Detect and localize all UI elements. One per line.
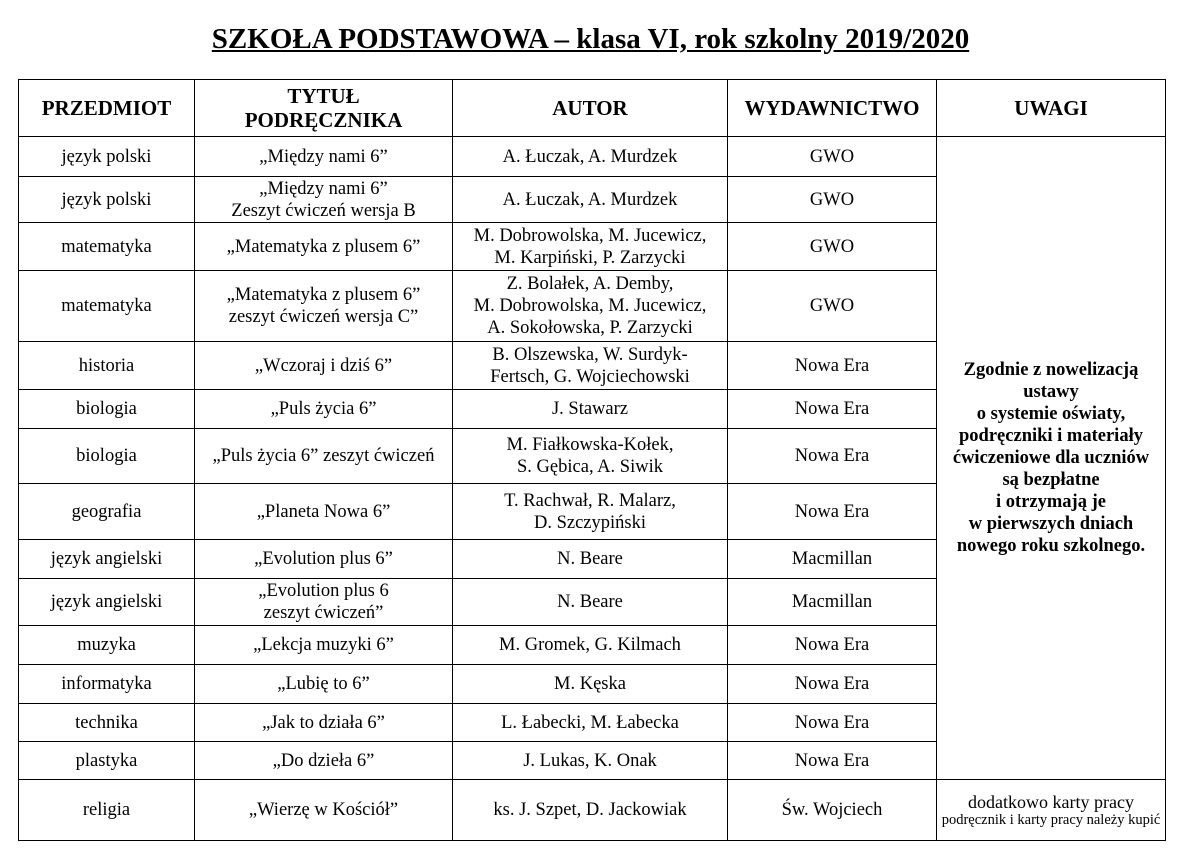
cell-wydawnictwo: Nowa Era: [728, 704, 937, 742]
cell-autor: A. Łuczak, A. Murdzek: [453, 177, 728, 223]
cell-tytul: „Lekcja muzyki 6”: [195, 626, 453, 665]
header-autor: AUTOR: [453, 80, 728, 137]
cell-wydawnictwo: Nowa Era: [728, 742, 937, 780]
cell-tytul: „Puls życia 6” zeszyt ćwiczeń: [195, 429, 453, 484]
cell-tytul: „Wczoraj i dziś 6”: [195, 342, 453, 390]
uwagi-religia-small: podręcznik i karty pracy należy kupić: [941, 812, 1161, 828]
cell-przedmiot: muzyka: [19, 626, 195, 665]
uwagi-note: Zgodnie z nowelizacją ustawy o systemie oświaty, podręczniki i materiały ćwiczeniowe dla uczniów są bezpłatne i otrzymają je w pierwszych dniach nowego roku szkolnego.: [937, 137, 1166, 780]
cell-wydawnictwo: Nowa Era: [728, 665, 937, 704]
cell-wydawnictwo: GWO: [728, 177, 937, 223]
cell-przedmiot: język polski: [19, 177, 195, 223]
cell-tytul: „Między nami 6”: [195, 137, 453, 177]
cell-wydawnictwo: Św. Wojciech: [728, 780, 937, 841]
header-row: [19, 80, 1166, 137]
cell-wydawnictwo: GWO: [728, 137, 937, 177]
cell-autor: L. Łabecki, M. Łabecka: [453, 704, 728, 742]
cell-przedmiot: plastyka: [19, 742, 195, 780]
cell-przedmiot: geografia: [19, 484, 195, 540]
header-uwagi: UWAGI: [937, 80, 1166, 137]
cell-autor: M. Gromek, G. Kilmach: [453, 626, 728, 665]
cell-przedmiot: informatyka: [19, 665, 195, 704]
cell-przedmiot: język angielski: [19, 579, 195, 626]
cell-tytul: „Matematyka z plusem 6”: [195, 223, 453, 271]
cell-tytul: „Evolution plus 6 zeszyt ćwiczeń”: [195, 579, 453, 626]
cell-autor: Z. Bolałek, A. Demby, M. Dobrowolska, M. Jucewicz, A. Sokołowska, P. Zarzycki: [453, 271, 728, 342]
cell-wydawnictwo: Macmillan: [728, 579, 937, 626]
cell-autor: A. Łuczak, A. Murdzek: [453, 137, 728, 177]
cell-tytul: „Matematyka z plusem 6” zeszyt ćwiczeń wersja C”: [195, 271, 453, 342]
cell-przedmiot: matematyka: [19, 223, 195, 271]
cell-tytul: „Między nami 6” Zeszyt ćwiczeń wersja B: [195, 177, 453, 223]
cell-autor: T. Rachwał, R. Malarz, D. Szczypiński: [453, 484, 728, 540]
table-row: [19, 780, 1166, 841]
header-tytul: TYTUŁ PODRĘCZNIKA: [195, 80, 453, 137]
cell-tytul: „Wierzę w Kościół”: [195, 780, 453, 841]
cell-wydawnictwo: Nowa Era: [728, 342, 937, 390]
cell-autor: B. Olszewska, W. Surdyk- Fertsch, G. Wojciechowski: [453, 342, 728, 390]
cell-autor: N. Beare: [453, 579, 728, 626]
cell-autor: J. Stawarz: [453, 390, 728, 429]
cell-przedmiot: biologia: [19, 390, 195, 429]
cell-tytul: „Evolution plus 6”: [195, 540, 453, 579]
header-przedmiot: PRZEDMIOT: [19, 80, 195, 137]
textbook-table: [18, 79, 1166, 841]
cell-przedmiot: język angielski: [19, 540, 195, 579]
cell-tytul: „Do dzieła 6”: [195, 742, 453, 780]
cell-wydawnictwo: Macmillan: [728, 540, 937, 579]
cell-przedmiot: biologia: [19, 429, 195, 484]
table-row: [19, 137, 1166, 177]
cell-wydawnictwo: Nowa Era: [728, 429, 937, 484]
cell-przedmiot: matematyka: [19, 271, 195, 342]
cell-tytul: „Lubię to 6”: [195, 665, 453, 704]
cell-przedmiot: historia: [19, 342, 195, 390]
cell-tytul: „Planeta Nowa 6”: [195, 484, 453, 540]
uwagi-religia-top: dodatkowo karty pracy: [968, 792, 1134, 812]
cell-autor: M. Dobrowolska, M. Jucewicz, M. Karpiński, P. Zarzycki: [453, 223, 728, 271]
cell-przedmiot: technika: [19, 704, 195, 742]
cell-wydawnictwo: Nowa Era: [728, 626, 937, 665]
header-wydawnictwo: WYDAWNICTWO: [728, 80, 937, 137]
cell-przedmiot: religia: [19, 780, 195, 841]
page-title: SZKOŁA PODSTAWOWA – klasa VI, rok szkolny 2019/2020: [211, 23, 970, 55]
cell-autor: M. Fiałkowska-Kołek, S. Gębica, A. Siwik: [453, 429, 728, 484]
cell-wydawnictwo: Nowa Era: [728, 484, 937, 540]
cell-autor: ks. J. Szpet, D. Jackowiak: [453, 780, 728, 841]
cell-wydawnictwo: GWO: [728, 271, 937, 342]
cell-autor: N. Beare: [453, 540, 728, 579]
cell-autor: J. Lukas, K. Onak: [453, 742, 728, 780]
cell-uwagi-religia: [937, 780, 1166, 841]
cell-przedmiot: język polski: [19, 137, 195, 177]
cell-wydawnictwo: Nowa Era: [728, 390, 937, 429]
cell-wydawnictwo: GWO: [728, 223, 937, 271]
cell-tytul: „Jak to działa 6”: [195, 704, 453, 742]
cell-tytul: „Puls życia 6”: [195, 390, 453, 429]
cell-autor: M. Kęska: [453, 665, 728, 704]
